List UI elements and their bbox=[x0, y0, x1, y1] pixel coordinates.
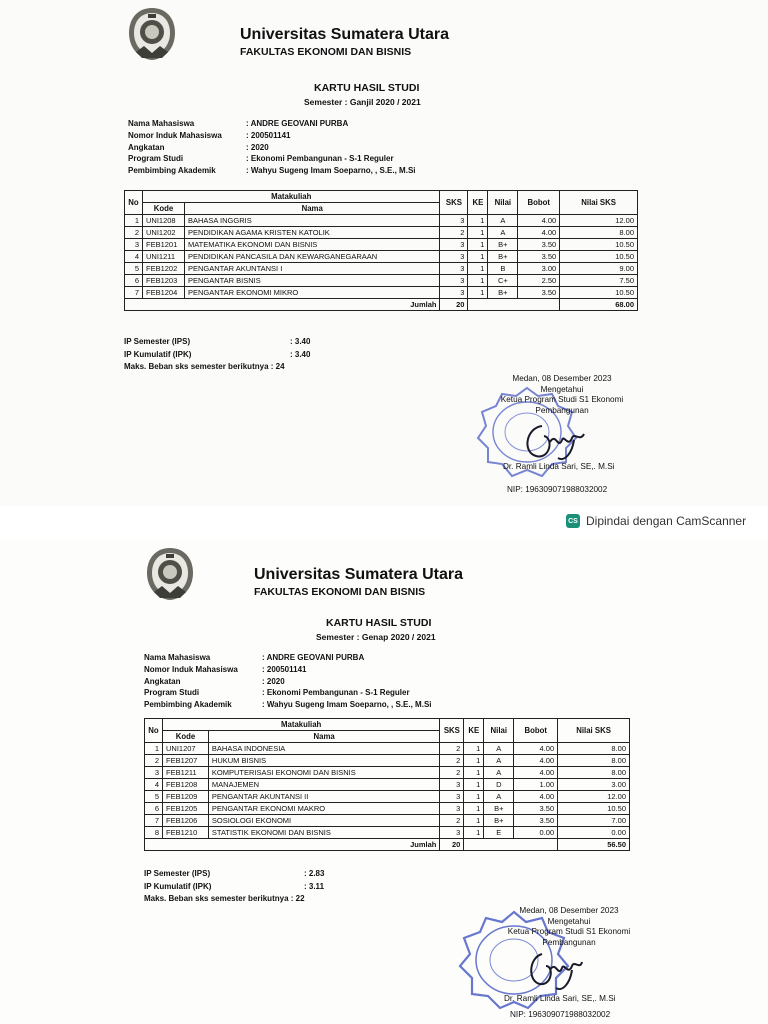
cell-kode: FEB1201 bbox=[142, 239, 184, 251]
cell-nilai: E bbox=[484, 827, 514, 839]
cell-ke: 1 bbox=[464, 755, 484, 767]
sign-line-2: Ketua Program Studi S1 Ekonomi bbox=[500, 395, 624, 404]
col-header-sks: SKS bbox=[440, 719, 464, 743]
cell-sks: 2 bbox=[440, 743, 464, 755]
cell-sks: 3 bbox=[440, 239, 468, 251]
cell-sks: 3 bbox=[440, 251, 468, 263]
cell-bobot: 2.50 bbox=[518, 275, 560, 287]
cell-nilai: C+ bbox=[488, 275, 518, 287]
cell-nama: PENGANTAR AKUNTANSI II bbox=[208, 791, 439, 803]
cell-sks: 2 bbox=[440, 227, 468, 239]
info-row-name bbox=[128, 118, 416, 130]
col-header-ke: KE bbox=[468, 191, 488, 215]
col-header-nilai-sks: Nilai SKS bbox=[560, 191, 638, 215]
info-label: Program Studi bbox=[144, 688, 200, 698]
cell-no: 2 bbox=[125, 227, 143, 239]
table-row bbox=[145, 827, 630, 839]
cell-nilai-sks: 8.00 bbox=[560, 227, 638, 239]
cell-ke: 1 bbox=[468, 215, 488, 227]
cell-nama: PENGANTAR EKONOMI MIKRO bbox=[184, 287, 440, 299]
col-header-no: No bbox=[125, 191, 143, 215]
cell-sks: 3 bbox=[440, 791, 464, 803]
cell-nama: STATISTIK EKONOMI DAN BISNIS bbox=[208, 827, 439, 839]
cell-nama: MANAJEMEN bbox=[208, 779, 439, 791]
cell-ke: 1 bbox=[464, 791, 484, 803]
cell-sks: 3 bbox=[440, 275, 468, 287]
cell-no: 5 bbox=[125, 263, 143, 275]
info-value: : ANDRE GEOVANI PURBA bbox=[262, 653, 365, 662]
cell-bobot: 3.50 bbox=[514, 815, 558, 827]
cell-nilai: A bbox=[488, 215, 518, 227]
cell-nilai: A bbox=[484, 767, 514, 779]
table-row bbox=[125, 227, 638, 239]
document-title: KARTU HASIL STUDI bbox=[326, 617, 432, 629]
cell-no: 3 bbox=[145, 767, 163, 779]
info-label: Nomor Induk Mahasiswa bbox=[144, 664, 238, 674]
info-value: : 2020 bbox=[262, 676, 285, 686]
cell-nilai-sks: 9.00 bbox=[560, 263, 638, 275]
col-header-bobot: Bobot bbox=[514, 719, 558, 743]
cell-nilai-sks: 8.00 bbox=[558, 743, 630, 755]
info-row-angkatan bbox=[128, 142, 416, 154]
signer-nip: NIP: 196309071988032002 bbox=[510, 1010, 611, 1019]
cell-ke: 1 bbox=[464, 803, 484, 815]
cell-no: 6 bbox=[145, 803, 163, 815]
cell-nama: PENGANTAR AKUNTANSI I bbox=[184, 263, 440, 275]
table-header-row bbox=[125, 191, 638, 203]
table-row bbox=[125, 215, 638, 227]
cell-nilai: A bbox=[484, 743, 514, 755]
stat-label: Maks. Beban sks semester berikutnya bbox=[144, 894, 289, 903]
cell-nama: PENDIDIKAN AGAMA KRISTEN KATOLIK bbox=[184, 227, 440, 239]
signer-name: Dr. Ramli Linda Sari, SE,. M.Si bbox=[503, 462, 615, 471]
cell-sks: 3 bbox=[440, 215, 468, 227]
cell-ke: 1 bbox=[464, 815, 484, 827]
col-header-nama: Nama bbox=[208, 731, 439, 743]
cell-nilai: A bbox=[484, 791, 514, 803]
cell-nilai: B+ bbox=[484, 815, 514, 827]
cell-bobot: 0.00 bbox=[514, 827, 558, 839]
sign-line-1: Mengetahui bbox=[540, 384, 584, 394]
cell-nilai-sks: 12.00 bbox=[558, 791, 630, 803]
info-value: : Ekonomi Pembangunan - S-1 Reguler bbox=[262, 688, 410, 698]
cell-kode: FEB1205 bbox=[162, 803, 208, 815]
cell-nilai-sks: 7.50 bbox=[560, 275, 638, 287]
cell-nilai: D bbox=[484, 779, 514, 791]
grades-table bbox=[144, 718, 630, 851]
cell-ke: 1 bbox=[464, 779, 484, 791]
cell-nama: KOMPUTERISASI EKONOMI DAN BISNIS bbox=[208, 767, 439, 779]
cell-sks: 2 bbox=[440, 815, 464, 827]
signature-icon bbox=[514, 418, 594, 464]
cell-no: 7 bbox=[125, 287, 143, 299]
cell-no: 1 bbox=[145, 743, 163, 755]
cell-kode: FEB1210 bbox=[162, 827, 208, 839]
table-total-row bbox=[125, 299, 638, 311]
cell-no: 7 bbox=[145, 815, 163, 827]
document-title: KARTU HASIL STUDI bbox=[314, 82, 420, 94]
cell-sks: 2 bbox=[440, 767, 464, 779]
cell-bobot: 4.00 bbox=[518, 215, 560, 227]
cell-nama: BAHASA INDONESIA bbox=[208, 743, 439, 755]
info-row-prodi bbox=[128, 153, 416, 165]
khs-sheet-genap bbox=[0, 540, 768, 1024]
cell-nilai-sks: 12.00 bbox=[560, 215, 638, 227]
cell-nama: BAHASA INGGRIS bbox=[184, 215, 440, 227]
cell-kode: FEB1207 bbox=[162, 755, 208, 767]
khs-sheet-ganjil bbox=[0, 0, 768, 506]
cell-nama: PENGANTAR BISNIS bbox=[184, 275, 440, 287]
info-label: Program Studi bbox=[128, 154, 184, 164]
cell-sks: 3 bbox=[440, 803, 464, 815]
info-value: : 200501141 bbox=[246, 130, 291, 140]
semester-stats bbox=[144, 868, 324, 906]
cell-nilai-sks: 10.50 bbox=[558, 803, 630, 815]
info-label: Nama Mahasiswa bbox=[128, 119, 195, 128]
faculty-name: FAKULTAS EKONOMI DAN BISNIS bbox=[240, 46, 412, 58]
signer-name: Dr. Ramli Linda Sari, SE,. M.Si bbox=[504, 994, 616, 1003]
cell-bobot: 3.50 bbox=[518, 239, 560, 251]
table-row bbox=[145, 743, 630, 755]
cell-bobot: 3.50 bbox=[514, 803, 558, 815]
cell-no: 1 bbox=[125, 215, 143, 227]
cell-nilai: B bbox=[488, 263, 518, 275]
stat-label: Maks. Beban sks semester berikutnya bbox=[124, 362, 269, 371]
cell-nama: PENDIDIKAN PANCASILA DAN KEWARGANEGARAAN bbox=[184, 251, 440, 263]
faculty-name: FAKULTAS EKONOMI DAN BISNIS bbox=[254, 586, 426, 598]
cell-bobot: 3.00 bbox=[518, 263, 560, 275]
cell-bobot: 3.50 bbox=[518, 287, 560, 299]
cell-no: 4 bbox=[145, 779, 163, 791]
sign-line-2: Ketua Program Studi S1 Ekonomi bbox=[507, 927, 631, 936]
cell-no: 6 bbox=[125, 275, 143, 287]
stat-label: IP Semester (IPS) bbox=[124, 337, 191, 346]
info-label: Angkatan bbox=[128, 142, 165, 152]
total-empty-cell bbox=[468, 299, 560, 311]
stat-label: IP Kumulatif (IPK) bbox=[124, 349, 192, 359]
sign-place-date: Medan, 08 Desember 2023 bbox=[512, 374, 612, 383]
cell-ke: 1 bbox=[468, 227, 488, 239]
cell-kode: UNI1211 bbox=[142, 251, 184, 263]
cell-nilai: B+ bbox=[484, 803, 514, 815]
cell-kode: UNI1208 bbox=[142, 215, 184, 227]
col-header-nama: Nama bbox=[184, 203, 440, 215]
cell-kode: FEB1202 bbox=[142, 263, 184, 275]
col-header-kode: Kode bbox=[142, 203, 184, 215]
stat-value: : 3.40 bbox=[290, 349, 311, 359]
total-sks: 20 bbox=[440, 839, 464, 851]
cell-nilai-sks: 8.00 bbox=[558, 767, 630, 779]
total-nilai-sks: 56.50 bbox=[558, 839, 630, 851]
col-header-nilai: Nilai bbox=[484, 719, 514, 743]
student-info bbox=[128, 118, 416, 177]
cell-ke: 1 bbox=[464, 743, 484, 755]
total-sks: 20 bbox=[440, 299, 468, 311]
cell-nilai-sks: 10.50 bbox=[560, 239, 638, 251]
stat-label: IP Kumulatif (IPK) bbox=[144, 881, 212, 891]
cell-sks: 3 bbox=[440, 827, 464, 839]
cell-ke: 1 bbox=[464, 827, 484, 839]
col-header-kode: Kode bbox=[162, 731, 208, 743]
cell-kode: FEB1206 bbox=[162, 815, 208, 827]
stat-value: : 3.40 bbox=[290, 337, 311, 346]
info-label: Pembimbing Akademik bbox=[144, 700, 232, 710]
cell-no: 3 bbox=[125, 239, 143, 251]
cell-nama: MATEMATIKA EKONOMI DAN BISNIS bbox=[184, 239, 440, 251]
total-empty-cell bbox=[464, 839, 558, 851]
signer-nip: NIP: 196309071988032002 bbox=[507, 485, 608, 494]
cell-nilai-sks: 10.50 bbox=[560, 287, 638, 299]
cell-nilai: B+ bbox=[488, 287, 518, 299]
col-header-nilai: Nilai bbox=[488, 191, 518, 215]
table-row bbox=[145, 791, 630, 803]
table-row bbox=[125, 239, 638, 251]
total-label: Jumlah bbox=[125, 299, 440, 311]
table-row bbox=[125, 263, 638, 275]
info-value: : 200501141 bbox=[262, 664, 307, 674]
cell-kode: UNI1207 bbox=[162, 743, 208, 755]
cell-ke: 1 bbox=[468, 275, 488, 287]
col-header-ke: KE bbox=[464, 719, 484, 743]
cell-bobot: 3.50 bbox=[518, 251, 560, 263]
stat-value: : 24 bbox=[270, 362, 285, 371]
table-row bbox=[145, 767, 630, 779]
stat-value: : 22 bbox=[290, 894, 305, 903]
cell-bobot: 4.00 bbox=[514, 755, 558, 767]
cell-sks: 3 bbox=[440, 287, 468, 299]
cell-nilai: A bbox=[488, 227, 518, 239]
table-row bbox=[125, 251, 638, 263]
cell-nilai-sks: 10.50 bbox=[560, 251, 638, 263]
cell-kode: FEB1204 bbox=[142, 287, 184, 299]
cell-nilai: B+ bbox=[488, 251, 518, 263]
cell-nama: HUKUM BISNIS bbox=[208, 755, 439, 767]
info-value: : Ekonomi Pembangunan - S-1 Reguler bbox=[246, 154, 394, 164]
camscanner-badge bbox=[566, 514, 746, 528]
cell-sks: 2 bbox=[440, 755, 464, 767]
info-label: Nama Mahasiswa bbox=[144, 653, 211, 662]
usu-logo-icon bbox=[126, 6, 178, 62]
table-row bbox=[145, 779, 630, 791]
info-row-nim bbox=[128, 130, 416, 142]
cell-bobot: 1.00 bbox=[514, 779, 558, 791]
stat-label: IP Semester (IPS) bbox=[144, 869, 211, 878]
info-label: Nomor Induk Mahasiswa bbox=[128, 130, 222, 140]
cell-nama: SOSIOLOGI EKONOMI bbox=[208, 815, 439, 827]
cell-no: 2 bbox=[145, 755, 163, 767]
info-value: : ANDRE GEOVANI PURBA bbox=[246, 119, 349, 128]
signature-block bbox=[478, 374, 646, 416]
col-header-matakuliah: Matakuliah bbox=[162, 719, 439, 731]
cell-ke: 1 bbox=[468, 287, 488, 299]
table-row bbox=[145, 815, 630, 827]
cell-nilai-sks: 7.00 bbox=[558, 815, 630, 827]
col-header-sks: SKS bbox=[440, 191, 468, 215]
usu-logo-icon bbox=[144, 546, 196, 602]
table-row bbox=[125, 287, 638, 299]
info-value: : Wahyu Sugeng Imam Soeparno, , S.E., M.Si bbox=[262, 700, 432, 710]
cell-sks: 3 bbox=[440, 263, 468, 275]
table-row bbox=[145, 803, 630, 815]
table-row bbox=[125, 275, 638, 287]
table-total-row bbox=[145, 839, 630, 851]
cell-kode: FEB1209 bbox=[162, 791, 208, 803]
cell-sks: 3 bbox=[440, 779, 464, 791]
cell-bobot: 4.00 bbox=[514, 743, 558, 755]
info-value: : Wahyu Sugeng Imam Soeparno, , S.E., M.Si bbox=[246, 166, 416, 176]
cell-nilai-sks: 3.00 bbox=[558, 779, 630, 791]
col-header-nilai-sks: Nilai SKS bbox=[558, 719, 630, 743]
camscanner-text: Dipindai dengan CamScanner bbox=[586, 514, 747, 528]
cell-nama: PENGANTAR EKONOMI MAKRO bbox=[208, 803, 439, 815]
signature-icon bbox=[520, 944, 590, 994]
university-name: Universitas Sumatera Utara bbox=[254, 566, 463, 583]
cell-kode: FEB1203 bbox=[142, 275, 184, 287]
cell-kode: FEB1211 bbox=[162, 767, 208, 779]
sign-line-3: Pembangunan bbox=[535, 405, 589, 415]
cell-nilai-sks: 8.00 bbox=[558, 755, 630, 767]
cell-nilai: B+ bbox=[488, 239, 518, 251]
info-label: Pembimbing Akademik bbox=[128, 166, 216, 176]
cell-kode: FEB1208 bbox=[162, 779, 208, 791]
cell-bobot: 4.00 bbox=[514, 767, 558, 779]
table-row bbox=[145, 755, 630, 767]
university-name: Universitas Sumatera Utara bbox=[240, 26, 449, 43]
stat-value: : 3.11 bbox=[304, 881, 325, 891]
cell-bobot: 4.00 bbox=[518, 227, 560, 239]
semester-label: Semester : Genap 2020 / 2021 bbox=[316, 632, 436, 642]
col-header-bobot: Bobot bbox=[518, 191, 560, 215]
cell-kode: UNI1202 bbox=[142, 227, 184, 239]
cell-ke: 1 bbox=[468, 239, 488, 251]
sign-place-date: Medan, 08 Desember 2023 bbox=[519, 906, 619, 915]
info-value: : 2020 bbox=[246, 142, 269, 152]
cell-no: 4 bbox=[125, 251, 143, 263]
col-header-no: No bbox=[145, 719, 163, 743]
cell-no: 5 bbox=[145, 791, 163, 803]
cell-ke: 1 bbox=[468, 251, 488, 263]
signature-block bbox=[494, 906, 644, 948]
total-nilai-sks: 68.00 bbox=[560, 299, 638, 311]
cell-no: 8 bbox=[145, 827, 163, 839]
cell-bobot: 4.00 bbox=[514, 791, 558, 803]
cell-ke: 1 bbox=[468, 263, 488, 275]
cell-ke: 1 bbox=[464, 767, 484, 779]
info-label: Angkatan bbox=[144, 676, 181, 686]
semester-stats bbox=[124, 336, 310, 374]
stat-value: : 2.83 bbox=[304, 869, 325, 878]
total-label: Jumlah bbox=[145, 839, 440, 851]
info-row-pembimbing bbox=[128, 165, 416, 177]
student-info bbox=[144, 652, 432, 711]
cell-nilai-sks: 0.00 bbox=[558, 827, 630, 839]
camscanner-icon: CS bbox=[566, 514, 580, 528]
grades-table bbox=[124, 190, 638, 311]
sign-line-3: Pembangunan bbox=[542, 937, 596, 947]
col-header-matakuliah: Matakuliah bbox=[142, 191, 439, 203]
semester-label: Semester : Ganjil 2020 / 2021 bbox=[304, 97, 421, 107]
sign-line-1: Mengetahui bbox=[547, 916, 591, 926]
cell-nilai: A bbox=[484, 755, 514, 767]
